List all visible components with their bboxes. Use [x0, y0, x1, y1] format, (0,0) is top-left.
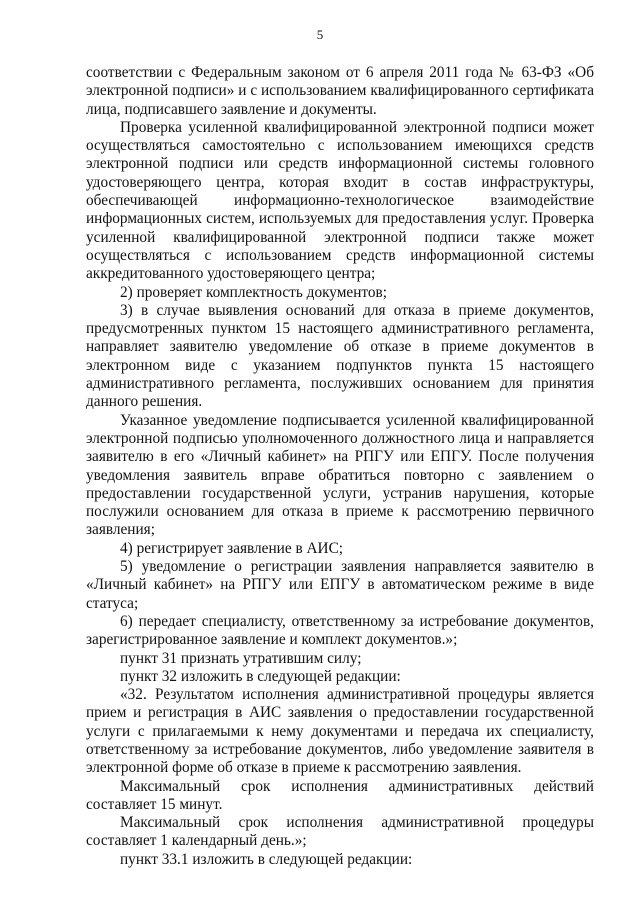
document-body	[86, 64, 594, 869]
paragraph: соответствии с Федеральным законом от 6 апреля 2011 года № 63-ФЗ «Об электронной подписи» и с использованием квалифицированного сертификата лица, подписавшего заявление и документы.	[86, 64, 594, 118]
paragraph: Максимальный срок исполнения административных действий составляет 15 минут.	[86, 777, 594, 813]
paragraph: Указанное уведомление подписывается усиленной квалифицированной электронной подписью уполномоченного должностного лица и направляется заявителю в его «Личный кабинет» на РПГУ или ЕПГУ. После получения уведомления заявитель вправе обратиться повторно с заявлением о предоставлении государственной услуги, устранив нарушения, которые послужили основанием для отказа в приеме к рассмотрению первичного заявления;	[86, 411, 594, 539]
page-number: 5	[316, 27, 324, 42]
paragraph: Максимальный срок исполнения административной процедуры составляет 1 календарный день.»;	[86, 814, 594, 850]
paragraph: пункт 32 изложить в следующей редакции:	[120, 667, 401, 685]
paragraph: 5) уведомление о регистрации заявления направляется заявителю в «Личный кабинет» на РПГУ или ЕПГУ в автоматическом режиме в виде статуса;	[86, 558, 594, 612]
paragraph: пункт 33.1 изложить в следующей редакции:	[120, 850, 413, 868]
paragraph: 4) регистрирует заявление в АИС;	[120, 539, 344, 557]
paragraph: 3) в случае выявления оснований для отказа в приеме документов, предусмотренных пунктом 15 настоящего административного регламента, направляет заявителю уведомление об отказе в приеме документов в электронном виде с указанием подпунктов пункта 15 настоящего административного регламента, послуживших основанием для принятия данного решения.	[86, 301, 594, 411]
paragraph: 2) проверяет комплектность документов;	[120, 283, 388, 301]
paragraph: пункт 31 признать утратившим силу;	[120, 649, 362, 667]
paragraph: 6) передает специалисту, ответственному за истребование документов, зарегистрированное заявление и комплект документов.»;	[86, 612, 594, 649]
paragraph: «32. Результатом исполнения административной процедуры является прием и регистрация в АИС заявления о предоставлении государственной услуги с прилагаемыми к нему документами и передача их специалисту, ответственному за истребование документов, либо уведомление заявителя в электронной форме об отказе в приеме к рассмотрению заявления.	[86, 686, 594, 777]
paragraph: Проверка усиленной квалифицированной электронной подписи может осуществляться самостоятельно с использованием имеющихся средств электронной подписи или средств информационной системы головного удостоверяющего центра, которая входит в состав инфраструктуры, обеспечивающей информационно-технологическое взаимодействие информационных систем, используемых для предоставления услуг. Проверка усиленной квалифицированной электронной подписи также может осуществляться с использованием средств информационной системы аккредитованного удостоверяющего центра;	[86, 118, 594, 283]
